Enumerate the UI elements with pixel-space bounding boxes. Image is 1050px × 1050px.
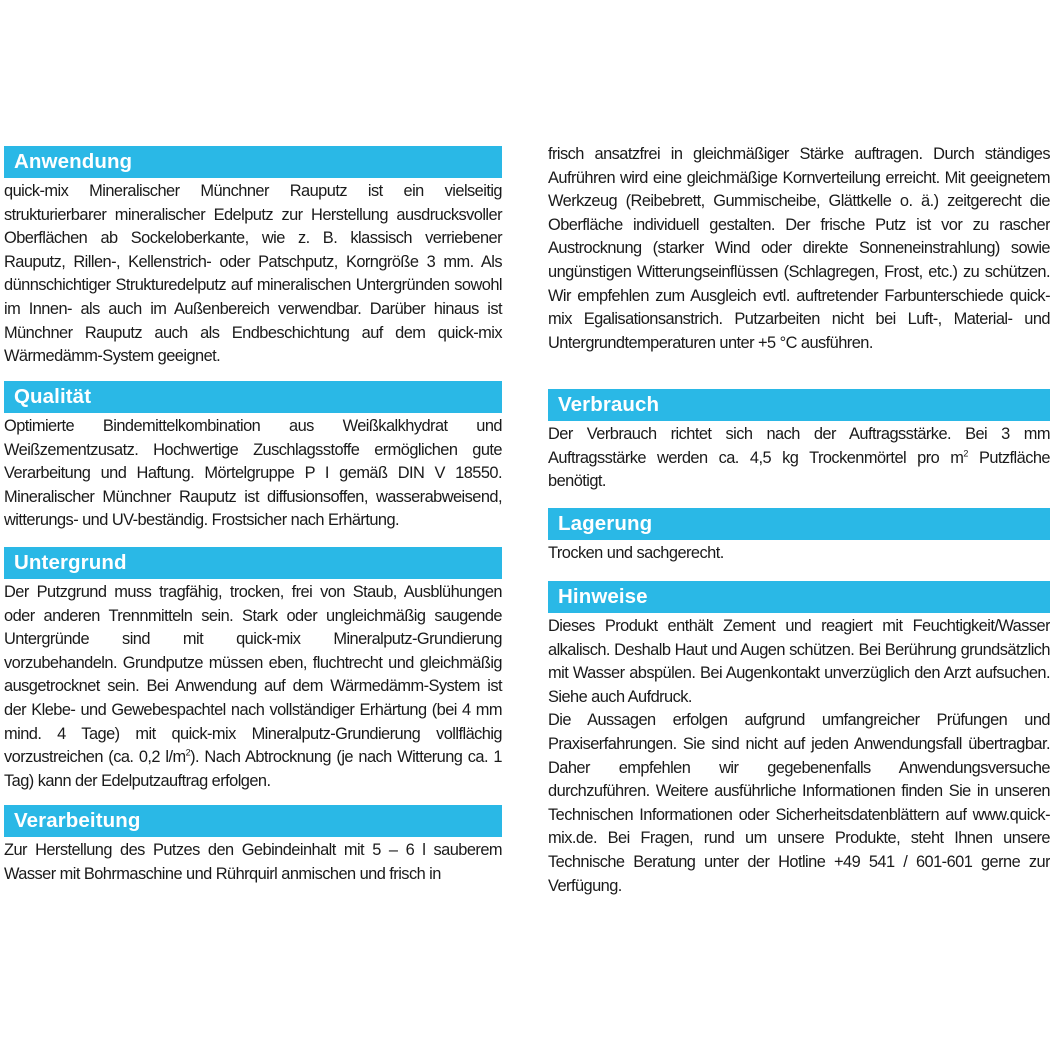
section-header-lagerung: Lagerung (548, 508, 1050, 540)
section-text-anwendung (4, 180, 502, 369)
verarbeitung-paragraph: Zur Herstellung des Putzes den Gebindeinhalt mit 5 – 6 l sauberem Wasser mit Bohrmaschine und Rührquirl anmischen und frisch in (4, 841, 502, 883)
section-qualitaet (4, 381, 502, 533)
section-header-qualitaet: Qualität (4, 381, 502, 413)
section-header-untergrund: Untergrund (4, 547, 502, 579)
section-header-anwendung: Anwendung (4, 146, 502, 178)
section-lagerung (548, 508, 1050, 566)
section-header-verarbeitung: Verarbeitung (4, 805, 502, 837)
section-verarbeitung-continued (548, 143, 1050, 355)
untergrund-text-part1: Der Putzgrund muss tragfähig, trocken, frei von Staub, Ausblühungen oder anderen Trennmitteln sein. Stark oder ungleichmäßig saugende Untergründe sind mit quick-mix Mineralputz-Grundierung vorzubehandeln. Grundputze müssen eben, fluchtrecht und gleichmäßig ausgetrocknet sein. Bei Anwendung auf dem Wärmedämm-System ist der Klebe- und Gewebespachtel nach vollständiger Erhärtung (bei 4 mm mind. 4 Tage) mit quick-mix Mineralputz-Grundierung vollflächig vorzustreichen (ca. 0,2 l/m (4, 583, 502, 767)
verarbeitung-continued-paragraph: frisch ansatzfrei in gleichmäßiger Stärke auftragen. Durch ständiges Aufrühren wird eine gleichmäßige Kornverteilung erreicht. Mit geeignetem Werkzeug (Reibebrett, Gummischeibe, Glättkelle o. ä.) zeitgerecht die Oberfläche individuell gestalten. Der frische Putz ist vor zu rascher Austrocknung (starker Wind oder direkte Sonneneinstrahlung) sowie ungünstigen Witterungseinflüssen (Schlagregen, Frost, etc.) zu schützen. Wir empfehlen zum Ausgleich evtl. auftretender Farbunterschiede quick-mix Egalisationsanstrich. Putzarbeiten nicht bei Luft-, Material- und Untergrundtemperaturen unter +5 °C ausführen. (548, 145, 1050, 352)
section-text-untergrund (4, 581, 502, 793)
untergrund-text-part2: ). Nach Abtrocknung (je nach Witterung ca. 1 Tag) kann der Edelputzauftrag erfolgen. (4, 748, 502, 790)
qualitaet-paragraph: Optimierte Bindemittelkombination aus Weißkalkhydrat und Weißzementzusatz. Hochwertige Zuschlagsstoffe ermöglichen gute Verarbeitung und Haftung. Mörtelgruppe P I gemäß DIN V 18550. Mineralischer Münchner Rauputz ist diffusionsoffen, wasserabweisend, witterungs- und UV-beständig. Frostsicher nach Erhärtung. (4, 417, 502, 530)
hinweise-paragraph-1: Dieses Produkt enthält Zement und reagiert mit Feuchtigkeit/Wasser alkalisch. Deshalb Haut und Augen schützen. Bei Berührung grundsätzlich mit Wasser abspülen. Bei Augenkontakt unverzüglich den Arzt aufsuchen. Siehe auch Aufdruck. (548, 617, 1050, 706)
section-text-verarbeitung (4, 839, 502, 886)
untergrund-paragraph (4, 581, 502, 793)
untergrund-superscript: 2 (185, 747, 191, 758)
verbrauch-superscript: 2 (963, 448, 968, 459)
section-header-hinweise: Hinweise (548, 581, 1050, 613)
section-text-verbrauch (548, 423, 1050, 494)
verbrauch-text-part1: Der Verbrauch richtet sich nach der Auftragsstärke. Bei 3 mm Auftragsstärke werden ca. 4,5 kg Trockenmörtel pro m (548, 425, 1050, 467)
section-verarbeitung (4, 805, 502, 886)
section-anwendung (4, 146, 502, 369)
section-untergrund (4, 547, 502, 793)
verbrauch-text-part2: Putzfläche benötigt. (548, 448, 1050, 491)
section-text-lagerung (548, 542, 1050, 566)
section-text-hinweise (548, 615, 1050, 898)
hinweise-paragraph-2: Die Aussagen erfolgen aufgrund umfangreicher Prüfungen und Praxiserfahrungen. Sie sind nicht auf jeden Anwendungsfall übertragbar. Daher empfehlen wir gegebenenfalls Anwendungsversuche durchzuführen. Weitere ausführliche Informationen finden Sie in unseren Technischen Informationen oder Sicherheitsdatenblättern auf www.quick-mix.de. Bei Fragen, rund um unsere Produkte, steht Ihnen unsere Technische Beratung unter der Hotline +49 541 / 601-601 gerne zur Verfügung. (548, 711, 1050, 895)
lagerung-paragraph: Trocken und sachgerecht. (548, 544, 724, 562)
section-hinweise (548, 581, 1050, 898)
verbrauch-paragraph (548, 423, 1050, 494)
anwendung-paragraph: quick-mix Mineralischer Münchner Rauputz ist ein vielseitig strukturierbarer mineralischer Edelputz zur Herstellung ausdrucksvoller Oberflächen ab Sockeloberkante, wie z. B. klassisch verriebener Rauputz, Rillen-, Kellenstrich- oder Patschputz, Korngröße 3 mm. Als dünnschichtiger Strukturedelputz auf mineralischen Untergründen sowohl im Innen- als auch im Außenbereich verwendbar. Darüber hinaus ist Münchner Rauputz auch als Endbeschichtung auf dem quick-mix Wärmedämm-System geeignet. (4, 182, 502, 366)
section-text-qualitaet (4, 415, 502, 533)
section-text-verarbeitung-continued (548, 143, 1050, 355)
section-verbrauch (548, 389, 1050, 494)
section-header-verbrauch: Verbrauch (548, 389, 1050, 421)
